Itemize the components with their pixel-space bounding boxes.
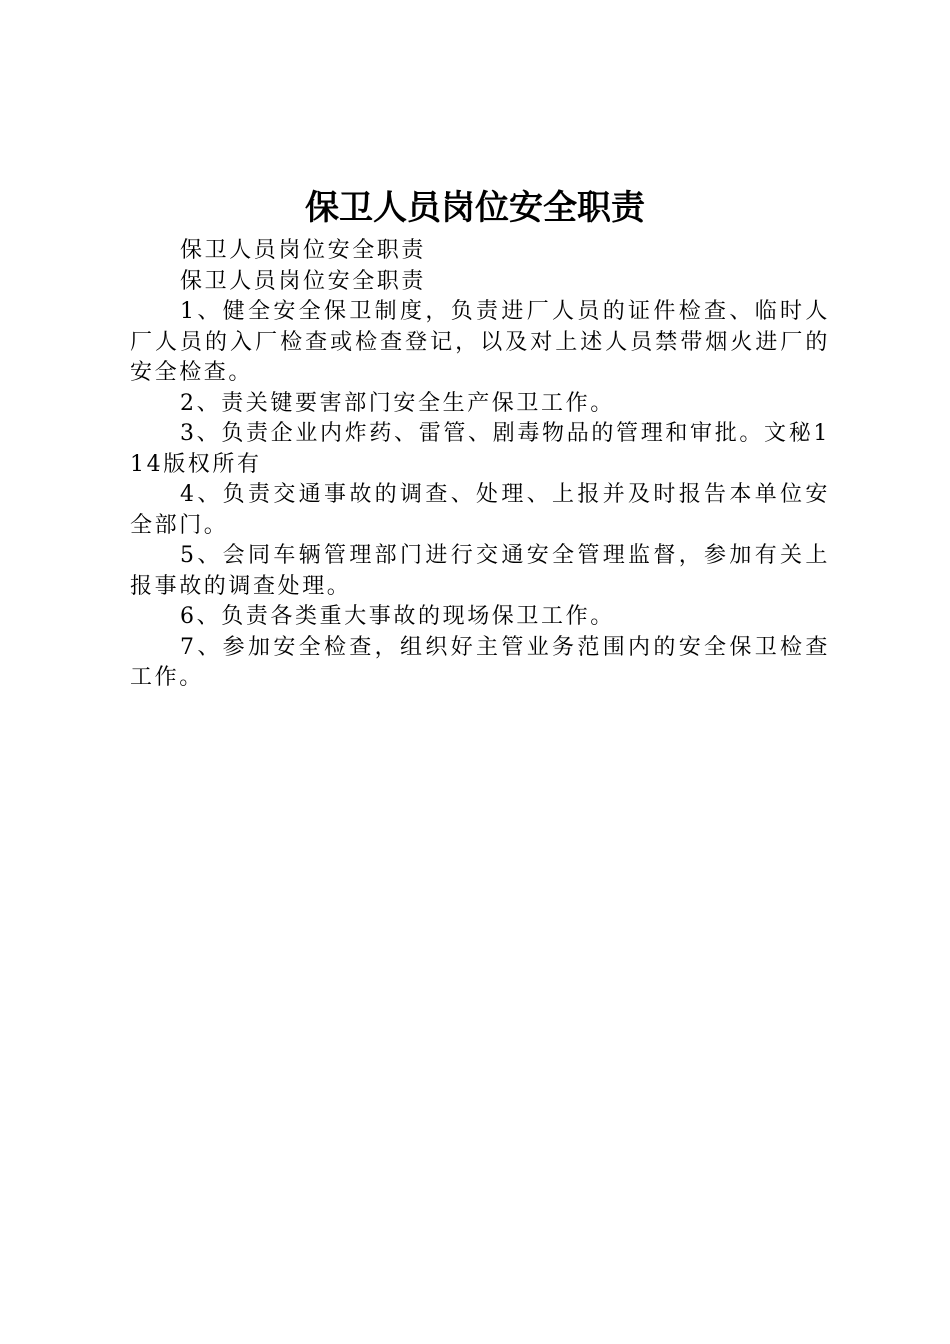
paragraph-subtitle-2: 保卫人员岗位安全职责 (180, 268, 427, 294)
paragraph-item-7: 7、参加安全检查，组织好主管业务范围内的安全保卫检查工作。 (130, 634, 830, 690)
paragraph-item-4: 4、负责交通事故的调查、处理、上报并及时报告本单位安全部门。 (130, 482, 830, 538)
paragraph-item-2: 2、责关键要害部门安全生产保卫工作。 (180, 390, 615, 416)
paragraph-item-6: 6、负责各类重大事故的现场保卫工作。 (180, 604, 615, 629)
document-title: 保卫人员岗位安全职责 (305, 188, 645, 228)
paragraph-subtitle-1: 保卫人员岗位安全职责 (180, 238, 427, 263)
paragraph-item-5: 5、会同车辆管理部门进行交通安全管理监督，参加有关上报事故的调查处理。 (130, 543, 830, 599)
document-body (130, 236, 830, 694)
paragraph-item-1: 1、健全安全保卫制度，负责进厂人员的证件检查、临时人厂人员的入厂检查或检查登记，以及对上述人员禁带烟火进厂的安全检查。 (130, 299, 830, 385)
paragraph-item-3: 3、负责企业内炸药、雷管、剧毒物品的管理和审批。文秘114版权所有 (130, 421, 830, 477)
